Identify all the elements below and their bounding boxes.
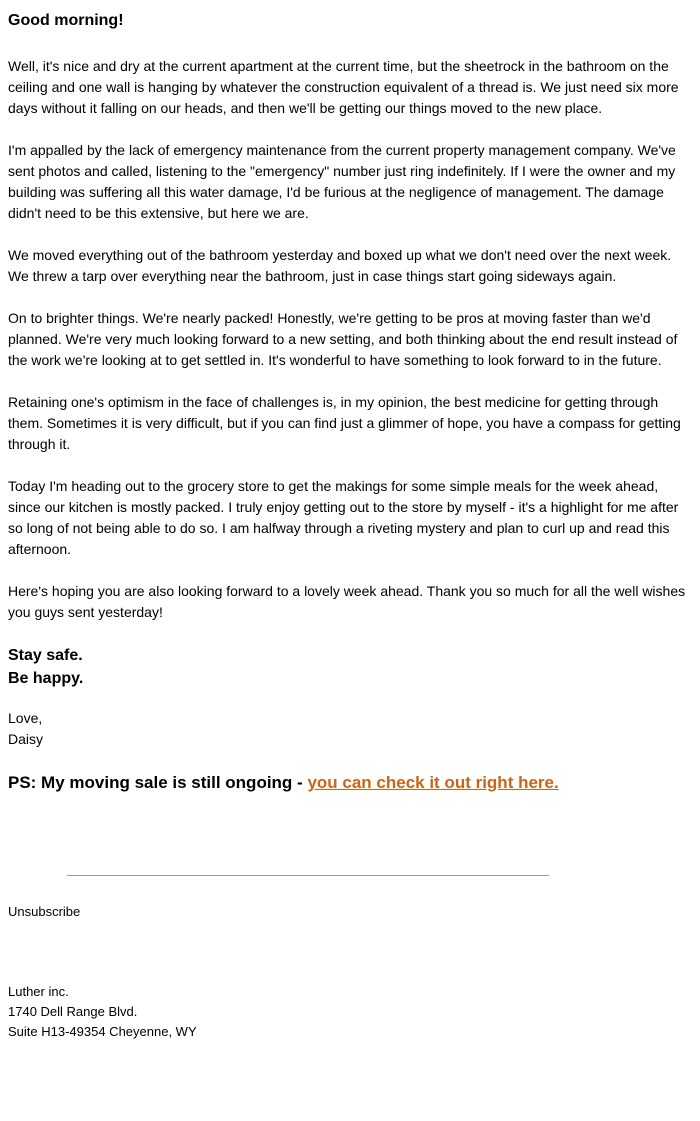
ps-prefix: PS: My moving sale is still ongoing - bbox=[8, 773, 308, 792]
paragraph-1: Well, it's nice and dry at the current apartment at the current time, but the sheetrock in the bathroom on the ceiling and one wall is hanging by whatever the construction equivalent of a thread is. We just need six more days without it falling on our heads, and then we'll be getting our things moved to the new place. bbox=[8, 58, 679, 116]
moving-sale-link[interactable]: you can check it out right here. bbox=[307, 773, 559, 792]
paragraph-3: We moved everything out of the bathroom yesterday and boxed up what we don't need over the next week. We threw a tarp over everything near the bathroom, just in case things start going sideways again. bbox=[8, 247, 672, 284]
address-company: Luther inc. bbox=[8, 984, 69, 999]
closing-love: Love, bbox=[8, 710, 43, 726]
closing-signature: Daisy bbox=[8, 731, 44, 747]
paragraph-5: Retaining one's optimism in the face of challenges is, in my opinion, the best medicine for getting through them. Sometimes it is very difficult, but if you can find just a glimmer of hope, you have a compass for getting through it. bbox=[8, 394, 681, 452]
unsubscribe-link[interactable]: Unsubscribe bbox=[8, 904, 81, 919]
footer-divider bbox=[67, 875, 549, 876]
signoff-be-happy: Be happy. bbox=[8, 670, 84, 687]
signoff-stay-safe: Stay safe. bbox=[8, 647, 83, 664]
paragraph-7: Here's hoping you are also looking forward to a lovely week ahead. Thank you so much for all the well wishes you guys sent yesterday! bbox=[8, 583, 686, 620]
paragraph-2: I'm appalled by the lack of emergency maintenance from the current property management company. We've sent photos and called, listening to the "emergency" number just ring indefinitely. If I were the owner and my building was suffering all this water damage, I'd be furious at the negligence of management. The damage didn't need to be this extensive, but here we are. bbox=[8, 142, 676, 221]
paragraph-4: On to brighter things. We're nearly packed! Honestly, we're getting to be pros at moving faster than we'd planned. We're very much looking forward to a new setting, and both thinking about the end result instead of the work we're looking at to get settled in. It's wonderful to have something to look forward to in the future. bbox=[8, 310, 678, 368]
greeting-heading: Good morning! bbox=[8, 12, 124, 29]
paragraph-6: Today I'm heading out to the grocery store to get the makings for some simple meals for the week ahead, since our kitchen is mostly packed. I truly enjoy getting out to the store by myself - it's a highlight for me after so long of not being able to do so. I am halfway through a riveting mystery and plan to curl up and read this afternoon. bbox=[8, 478, 679, 557]
footer-address bbox=[8, 982, 692, 1042]
closing bbox=[8, 708, 692, 750]
address-street: 1740 Dell Range Blvd. bbox=[8, 1004, 138, 1019]
ps-line bbox=[8, 771, 692, 795]
signoff bbox=[8, 644, 692, 690]
address-suite-city: Suite H13-49354 Cheyenne, WY bbox=[8, 1024, 197, 1039]
